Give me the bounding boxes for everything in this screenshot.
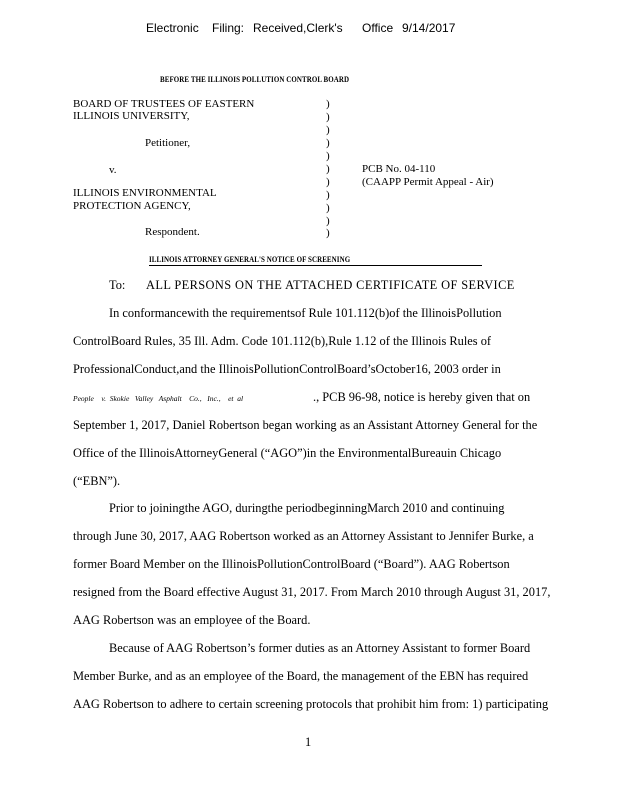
- petitioner-name-line2: ILLINOIS UNIVERSITY,: [73, 110, 190, 122]
- case-number: PCB No. 04-110: [362, 163, 436, 175]
- caption-paren: ): [326, 215, 330, 227]
- body-line: ControlBoard Rules, 35 Ill. Adm. Code 101.112(b),Rule 1.12 of the Illinois Rules of: [73, 334, 492, 348]
- case-citation: People v. Skokie Valley Asphalt Co., Inc., et al: [73, 394, 244, 403]
- caption-paren: ): [326, 163, 330, 175]
- body-line: former Board Member on the IllinoisPollutionControlBoard (“Board”). AAG Robertson: [73, 557, 510, 571]
- body-line: ., PCB 96-98, notice is hereby given that on: [313, 390, 531, 404]
- caption-paren: ): [326, 111, 330, 123]
- caption-paren: ): [326, 202, 330, 214]
- body-line: In conformancewith the requirementsof Rule 101.112(b)of the IllinoisPollution: [109, 306, 502, 320]
- body-line: AAG Robertson was an employee of the Board.: [73, 613, 311, 627]
- filing-stamp-date: 9/14/2017: [402, 21, 456, 35]
- board-title: BEFORE THE ILLINOIS POLLUTION CONTROL BOARD: [160, 74, 350, 84]
- petitioner-role: Petitioner,: [145, 137, 191, 149]
- filing-stamp-office: Office: [362, 21, 394, 35]
- caption-paren: ): [326, 98, 330, 110]
- respondent-name-line2: PROTECTION AGENCY,: [73, 200, 191, 212]
- versus: v.: [109, 164, 117, 176]
- filing-stamp-received: Received,Clerk's: [253, 21, 343, 35]
- page-number: 1: [305, 735, 312, 749]
- caption-paren: ): [326, 176, 330, 188]
- to-recipients: ALL PERSONS ON THE ATTACHED CERTIFICATE OF SERVICE: [146, 278, 515, 292]
- to-label: To:: [109, 278, 126, 292]
- body-line: September 1, 2017, Daniel Robertson began working as an Assistant Attorney General for the: [73, 418, 538, 432]
- respondent-role: Respondent.: [145, 226, 200, 238]
- notice-title: ILLINOIS ATTORNEY GENERAL'S NOTICE OF SCREENING: [149, 254, 351, 264]
- filing-stamp-filing: Filing:: [212, 21, 245, 35]
- case-type: (CAAPP Permit Appeal - Air): [362, 176, 494, 188]
- body-line: AAG Robertson to adhere to certain screening protocols that prohibit him from: 1) participating: [73, 697, 549, 711]
- body-line: ProfessionalConduct,and the IllinoisPollutionControlBoard’sOctober16, 2003 order in: [73, 362, 501, 376]
- body-line: Member Burke, and as an employee of the Board, the management of the EBN has required: [73, 669, 529, 683]
- caption-paren: ): [326, 227, 330, 239]
- notice-title-underline: [149, 265, 482, 266]
- filing-stamp-electronic: Electronic: [146, 21, 199, 35]
- caption-paren: ): [326, 150, 330, 162]
- body-line: Prior to joiningthe AGO, duringthe periodbeginningMarch 2010 and continuing: [109, 501, 505, 515]
- body-line: Because of AAG Robertson’s former duties as an Attorney Assistant to former Board: [109, 641, 531, 655]
- respondent-name-line1: ILLINOIS ENVIRONMENTAL: [73, 187, 217, 199]
- petitioner-name-line1: BOARD OF TRUSTEES OF EASTERN: [73, 98, 255, 110]
- caption-paren: ): [326, 124, 330, 136]
- caption-paren: ): [326, 137, 330, 149]
- caption-paren: ): [326, 189, 330, 201]
- body-line: Office of the IllinoisAttorneyGeneral (“AGO”)in the EnvironmentalBureauin Chicago: [73, 446, 502, 460]
- body-line: (“EBN”).: [73, 474, 121, 488]
- body-line: through June 30, 2017, AAG Robertson worked as an Attorney Assistant to Jennifer Burke, a: [73, 529, 534, 543]
- body-line: resigned from the Board effective August 31, 2017. From March 2010 through August 31, 2017,: [73, 585, 551, 599]
